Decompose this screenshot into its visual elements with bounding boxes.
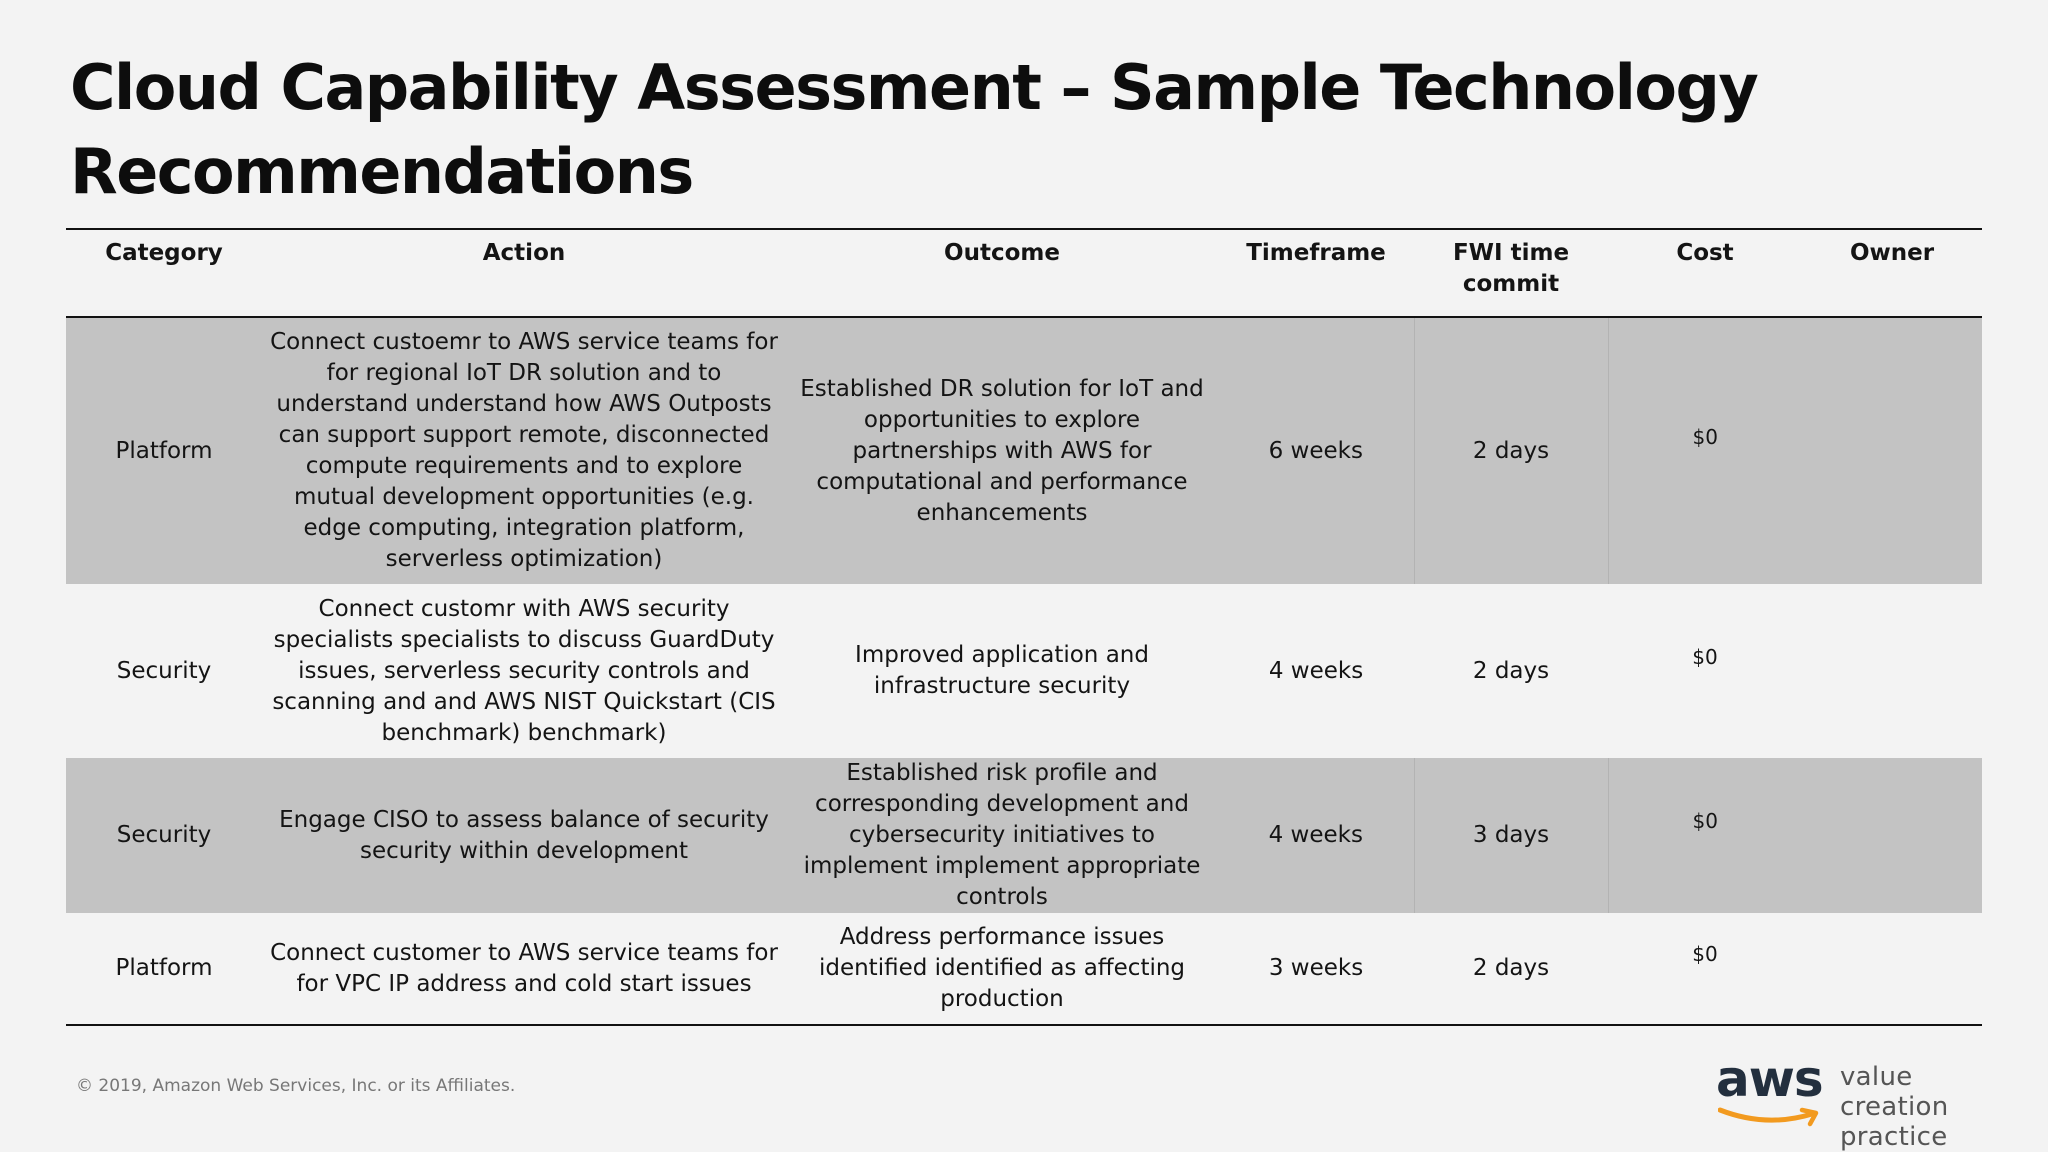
aws-smile-arrow-icon [1718,1106,1824,1128]
header-cost: Cost [1608,229,1802,317]
cell-outcome [786,317,1218,584]
header-category: Category [66,229,262,317]
cost-value: $0 [1692,942,1718,966]
cell-owner [1802,317,1982,584]
cell-category: Security [66,758,262,913]
cell-cost [1608,317,1802,584]
aws-value-creation-logo [1716,1050,2026,1152]
cell-timeframe: 4 weeks [1268,657,1364,684]
header-fwi-label: FWI time commit [1452,240,1570,297]
recommendations-table-container [66,228,1982,1026]
cell-outcome-text: Established DR solution for IoT and opportunities to explore partnerships with AWS for computational and performance enhancements [800,375,1204,526]
cell-outcome [786,584,1218,758]
header-outcome: Outcome [786,229,1218,317]
header-fwi-time-commit [1414,229,1608,317]
cell-category: Platform [66,913,262,1025]
header-owner: Owner [1802,229,1982,317]
cell-fwi: 3 days [1414,758,1608,913]
cell-outcome: Established risk profile and corresponding development and cybersecurity initiatives to implement implement appropriate controls [786,758,1218,913]
cell-fwi: 2 days [1414,317,1608,584]
cell-owner [1802,913,1982,1025]
header-action: Action [262,229,786,317]
cell-category: Security [116,657,212,684]
cell-action: Connect customr with AWS security specialists specialists to discuss GuardDuty issues, serverless security controls and scanning and and AWS NIST Quickstart (CIS benchmark) benchmark) [272,595,776,746]
header-timeframe: Timeframe [1218,229,1414,317]
recommendations-table [66,228,1982,1026]
cell-cost [1608,584,1802,758]
cell-action: Connect customer to AWS service teams for for VPC IP address and cold start issues [262,913,786,1025]
logo-tagline-line2: practice [1840,1122,1948,1152]
cell-fwi: 2 days [1414,913,1608,1025]
table-row [66,913,1982,1025]
cell-outcome: Address performance issues identified identified as affecting production [786,913,1218,1025]
cost-value: $0 [1692,644,1718,669]
cell-action: Engage CISO to assess balance of security security within development [262,758,786,913]
cell-owner [1802,758,1982,913]
copyright-footer: © 2019, Amazon Web Services, Inc. or its Affiliates. [76,1076,516,1096]
cell-timeframe: 4 weeks [1218,758,1414,913]
table-row [66,758,1982,913]
cell-category: Platform [66,317,262,584]
table-header-row [66,229,1982,317]
aws-wordmark: aws [1716,1050,1823,1108]
cell-action: Connect custoemr to AWS service teams for for regional IoT DR solution and to understand understand how AWS Outposts can support support remote, disconnected compute requirements and to explore mutual development opportunities (e.g. edge computing, integration platform, serverless optimization) [262,317,786,584]
logo-tagline [1840,1062,2026,1152]
cell-cost [1608,913,1802,1025]
table-row [66,584,1982,758]
cell-cost [1608,758,1802,913]
page-title: Cloud Capability Assessment – Sample Technology Recommendations [70,51,1758,208]
cost-value: $0 [1692,424,1718,449]
cell-owner [1802,584,1982,758]
table-row [66,317,1982,584]
cell-outcome-text: Improved application and infrastructure security [855,642,1149,699]
logo-tagline-line1: value creation [1840,1062,1949,1122]
cell-fwi: 2 days [1472,657,1550,684]
cell-timeframe: 3 weeks [1218,913,1414,1025]
cell-timeframe: 6 weeks [1218,317,1414,584]
cost-value: $0 [1692,809,1718,833]
